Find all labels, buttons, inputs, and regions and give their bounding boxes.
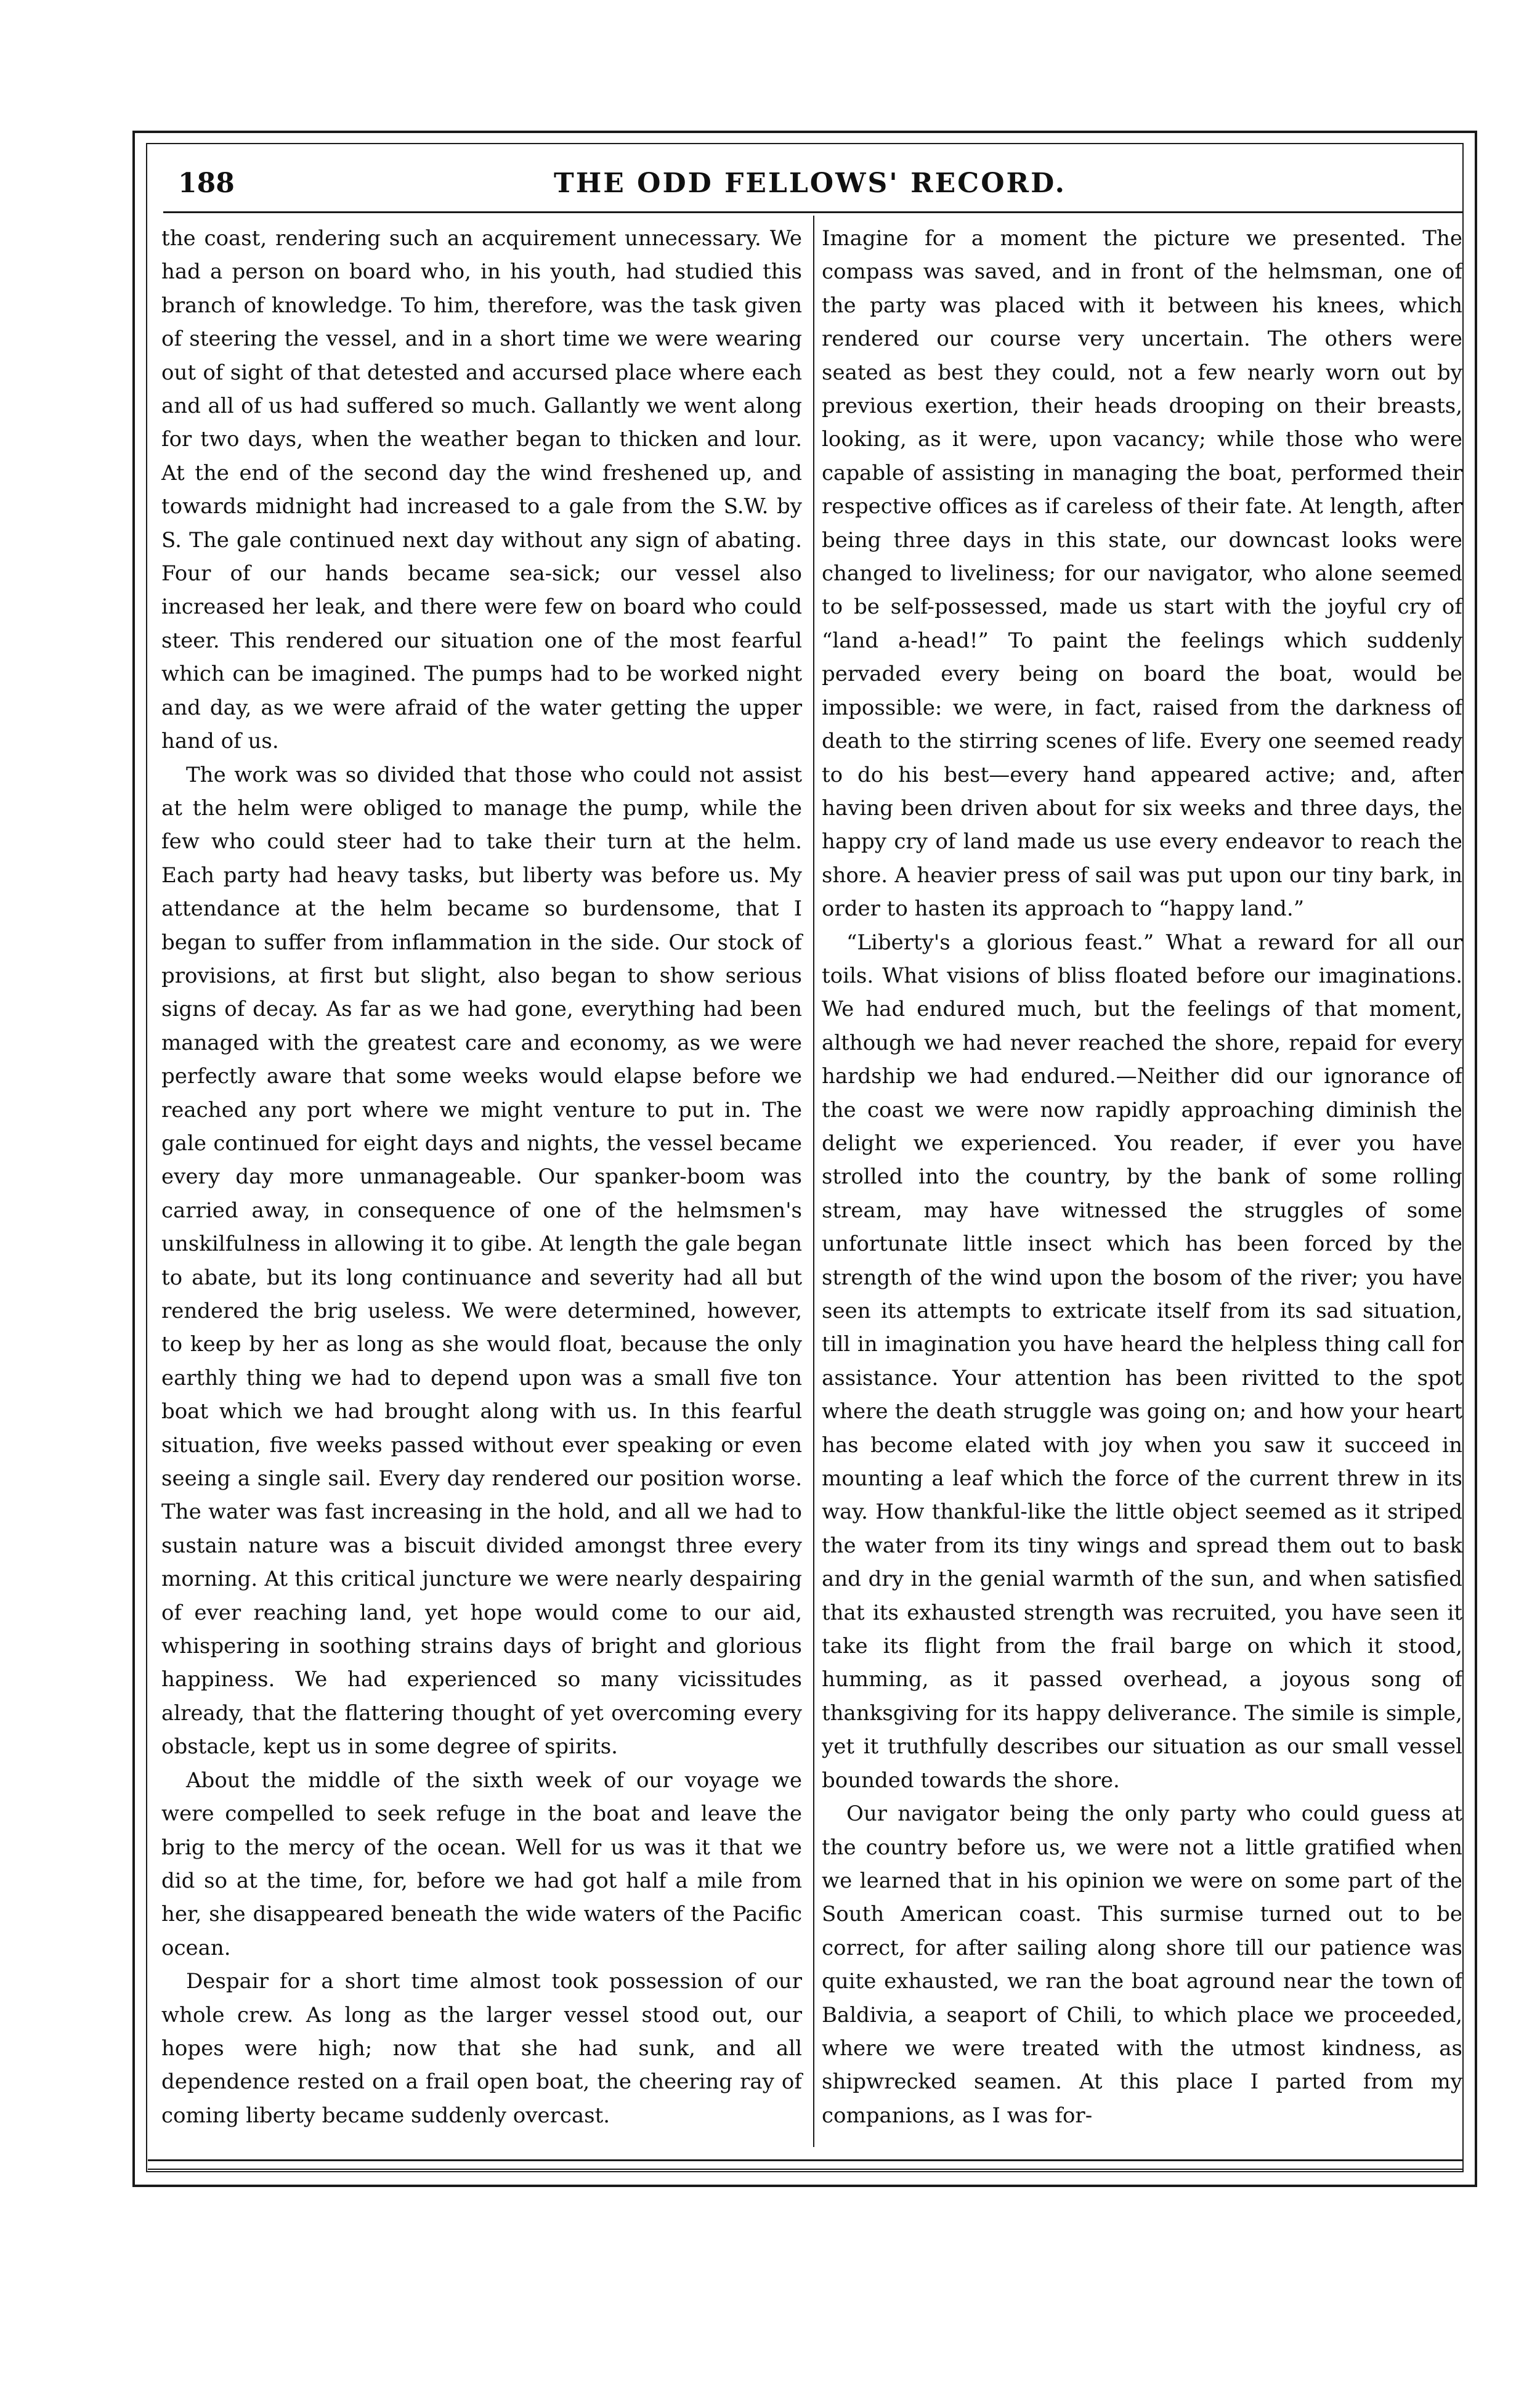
footer-rule [148, 2169, 1463, 2170]
paragraph: Our navigator being the only party who could guess at the country before us, we were not a little gratified when we learned that in his opinion we were on some part of the South American coast. This surmise turned out to be correct, for after sailing along shore till our patience was quite exhausted, we ran the boat aground near the town of Baldivia, a seaport of Chili, to which place we proceeded, where we were treated with the utmost kindness, as shipwrecked seamen. At this place I parted from my companions, as I was for- [822, 1801, 1462, 2128]
running-title: THE ODD FELLOWS' RECORD. [553, 168, 1066, 199]
left-column [161, 222, 802, 2132]
page-header [163, 161, 1457, 211]
paragraph: The work was so divided that those who could not assist at the helm were obliged to manage the pump, while the few who could steer had to take their turn at the helm. Each party had heavy tasks, but liberty was before us. My attendance at the helm became so burdensome, that I began to suffer from inflammation in the side. Our stock of provisions, at first but slight, also began to show serious signs of decay. As far as we had gone, everything had been managed with the greatest care and economy, as we were perfectly aware that some weeks would elapse before we reached any port where we might venture to put in. The gale continued for eight days and nights, the vessel became every day more unmanageable. Our spanker-boom was carried away, in consequence of one of the helmsmen's unskilfulness in allowing it to gibe. At length the gale began to abate, but its long continuance and severity had all but rendered the brig useless. We were determined, however, to keep by her as long as she would float, because the only earthly thing we had to depend upon was a small five ton boat which we had brought along with us. In this fearful situation, five weeks passed without ever speaking or even seeing a single sail. Every day rendered our position worse. The water was fast increasing in the hold, and all we had to sustain nature was a biscuit divided amongst three every morning. At this critical juncture we were nearly despairing of ever reaching land, yet hope would come to our aid, whispering in soothing strains days of bright and glorious happiness. We had experienced so many vicissitudes already, that the flattering thought of yet overcoming every obstacle, kept us in some degree of spirits. [161, 762, 802, 1760]
page-number: 188 [178, 168, 235, 199]
footer-rule [148, 2159, 1463, 2161]
column-divider [813, 216, 814, 2147]
paragraph: About the middle of the sixth week of our voyage we were compelled to seek refuge in the boat and leave the brig to the mercy of the ocean. Well for us was it that we did so at the time, for, before we had got half a mile from her, she disappeared beneath the wide waters of the Pacific ocean. [161, 1768, 802, 1960]
header-rule [163, 211, 1463, 213]
paragraph: Imagine for a moment the picture we presented. The compass was saved, and in front of the helmsman, one of the party was placed with it between his knees, which rendered our course very uncertain. The others were seated as best they could, not a few nearly worn out by previous exertion, their heads drooping on their breasts, looking, as it were, upon vacancy; while those who were capable of assisting in managing the boat, performed their respective offices as if careless of their fate. At length, after being three days in this state, our downcast looks were changed to liveliness; for our navigator, who alone seemed to be self-possessed, made us start with the joyful cry of “land a-head!” To paint the feelings which suddenly pervaded every being on board the boat, would be impossible: we were, in fact, raised from the darkness of death to the stirring scenes of life. Every one seemed ready to do his best—every hand appeared active; and, after having been driven about for six weeks and three days, the happy cry of land made us use every endeavor to reach the shore. A heavier press of sail was put upon our tiny bark, in order to hasten its approach to “happy land.” [822, 226, 1462, 922]
paragraph: Despair for a short time almost took possession of our whole crew. As long as the larger vessel stood out, our hopes were high; now that she had sunk, and all dependence rested on a frail open boat, the cheering ray of coming liberty became suddenly overcast. [161, 1969, 802, 2128]
paragraph: the coast, rendering such an acquirement unnecessary. We had a person on board who, in his youth, had studied this branch of knowledge. To him, therefore, was the task given of steering the vessel, and in a short time we were wearing out of sight of that detested and accursed place where each and all of us had suffered so much. Gallantly we went along for two days, when the weather began to thicken and lour. At the end of the second day the wind freshened up, and towards midnight had increased to a gale from the S.W. by S. The gale continued next day without any sign of abating. Four of our hands became sea-sick; our vessel also increased her leak, and there were few on board who could steer. This rendered our situation one of the most fearful which can be imagined. The pumps had to be worked night and day, as we were afraid of the water getting the upper hand of us. [161, 226, 802, 754]
right-column [822, 222, 1462, 2132]
paragraph: “Liberty's a glorious feast.” What a reward for all our toils. What visions of bliss floated before our imaginations. We had endured much, but the feelings of that moment, although we had never reached the shore, repaid for every hardship we had endured.—Neither did our ignorance of the coast we were now rapidly approaching diminish the delight we experienced. You reader, if ever you have strolled into the country, by the bank of some rolling stream, may have witnessed the struggles of some unfortunate little insect which has been forced by the strength of the wind upon the bosom of the river; you have seen its attempts to extricate itself from its sad situation, till in imagination you have heard the helpless thing call for assistance. Your attention has been rivitted to the spot where the death struggle was going on; and how your heart has become elated with joy when you saw it succeed in mounting a leaf which the force of the current threw in its way. How thankful-like the little object seemed as it striped the water from its tiny wings and spread them out to bask and dry in the genial warmth of the sun, and when satisfied that its exhausted strength was recruited, you have seen it take its flight from the frail barge on which it stood, humming, as it passed overhead, a joyous song of thanksgiving for its happy deliverance. The simile is simple, yet it truthfully describes our situation as our small vessel bounded towards the shore. [822, 930, 1462, 1793]
